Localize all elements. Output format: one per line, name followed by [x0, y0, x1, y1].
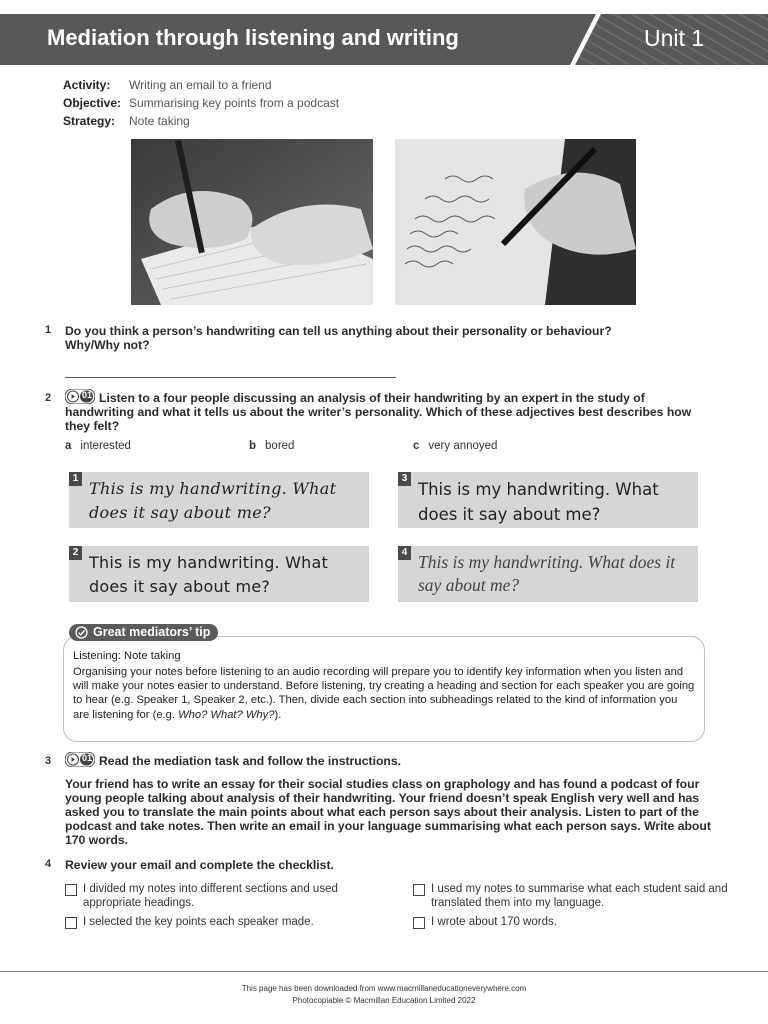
checkbox[interactable] — [413, 884, 425, 896]
audio-track-number: 01 — [82, 753, 93, 763]
audio-track-number: 01 — [82, 390, 93, 400]
checklist-label: I used my notes to summarise what each student said and translated them into my language. — [431, 883, 728, 909]
photo-writing-pen — [131, 139, 373, 305]
question-1-text: Do you think a person’s handwriting can tell us anything about their personality or behaviour? Why/Why not? — [65, 324, 612, 352]
meta-key: Strategy: — [63, 114, 116, 128]
checkmark-icon — [75, 626, 88, 644]
header-banner — [0, 14, 768, 65]
tip-body-end: ). — [274, 708, 282, 721]
handwriting-sample-1 — [69, 472, 369, 528]
checkbox[interactable] — [65, 884, 77, 896]
meta-activity — [63, 76, 339, 94]
footer-copyright: Photocopiable © Macmillan Education Limited 2022 — [292, 996, 476, 1005]
tip-heading: Listening: Note taking — [73, 650, 181, 662]
tip-example: Who? What? Why? — [178, 708, 275, 721]
meta-objective — [63, 94, 339, 112]
meta-key: Activity: — [63, 78, 111, 92]
question-4-text: Review your email and complete the checklist. — [65, 858, 334, 872]
sample-text: This is my handwriting. What does it say about me? — [418, 552, 676, 595]
meta-strategy — [63, 112, 339, 130]
meta-key: Objective: — [63, 96, 122, 110]
activity-meta — [63, 76, 339, 130]
option-c — [413, 440, 497, 452]
footer-download-note: This page has been downloaded from www.macmillaneducationeverywhere.com — [241, 984, 527, 993]
tip-body — [73, 665, 695, 722]
sample-number: 3 — [398, 472, 411, 486]
question-3-text: Read the mediation task and follow the instructions. — [99, 754, 402, 768]
photo-writing-quill — [395, 139, 636, 305]
sample-text: This is my handwriting. What does it say about me? — [89, 479, 337, 522]
handwriting-sample-3 — [398, 472, 698, 528]
meta-value: Note taking — [129, 114, 190, 128]
checkbox[interactable] — [413, 917, 425, 929]
checklist-label: I selected the key points each speaker made. — [83, 916, 314, 928]
audio-track-icon[interactable] — [65, 752, 95, 772]
question-3-number: 3 — [45, 755, 52, 767]
checklist-label: I wrote about 170 words. — [431, 916, 557, 928]
option-a — [65, 440, 131, 452]
tip-badge-label: Great mediators’ tip — [93, 625, 211, 639]
question-2-text — [65, 391, 705, 433]
answer-line[interactable] — [65, 377, 396, 378]
option-text: interested — [80, 440, 131, 452]
tip-badge — [69, 624, 218, 641]
sample-text: This is my handwriting. What does it say about me? — [89, 553, 328, 596]
sample-number: 2 — [69, 546, 82, 560]
question-2-prompt: Listen to a four people discussing an analysis of their handwriting by an expert in the study of handwriting and what it tells us about the writer’s personality. Which of these adjectives best describes how they felt? — [65, 391, 692, 433]
sample-text: This is my handwriting. What does it say about me? — [418, 480, 659, 524]
checkbox[interactable] — [65, 917, 77, 929]
tip-body-text: Organising your notes before listening to an audio recording will prepare you to identify key information when you listen and will make your notes easier to understand. Before listening, try creating a heading and section for each speaker you are going to hear (e.g. Speaker 1, Speaker 2, etc.). Then, divide each section into subheadings related to the kind of information you are listening for (e.g. — [73, 666, 695, 721]
page-title: Mediation through listening and writing — [47, 25, 459, 50]
option-letter: b — [249, 440, 257, 452]
question-4-number: 4 — [45, 858, 52, 870]
sample-number: 4 — [398, 546, 411, 560]
footer-divider — [0, 971, 768, 972]
option-b — [249, 440, 294, 452]
handwriting-sample-4 — [398, 546, 698, 602]
handwriting-sample-2 — [69, 546, 369, 602]
option-text: bored — [265, 440, 295, 452]
mediation-task: Your friend has to write an essay for their social studies class on graphology and has found a podcast of four young people talking about analysis of their handwriting. Your friend doesn’t speak English very well and has asked you to translate the main points about what each person says about their analysis. Listen to part of the podcast and take notes. Then write an email in your language summarising what each person says. Write about 170 words. — [65, 777, 711, 847]
meta-value: Writing an email to a friend — [129, 78, 272, 92]
checklist-label: I divided my notes into different sections and used appropriate headings. — [83, 883, 338, 909]
option-letter: c — [413, 440, 420, 452]
audio-track-icon[interactable] — [65, 389, 95, 409]
question-1-number: 1 — [45, 324, 52, 336]
meta-value: Summarising key points from a podcast — [129, 96, 340, 110]
sample-number: 1 — [69, 472, 82, 486]
option-letter: a — [65, 440, 72, 452]
option-text: very annoyed — [428, 440, 498, 452]
question-2-number: 2 — [45, 392, 52, 404]
unit-label: Unit 1 — [644, 25, 705, 51]
